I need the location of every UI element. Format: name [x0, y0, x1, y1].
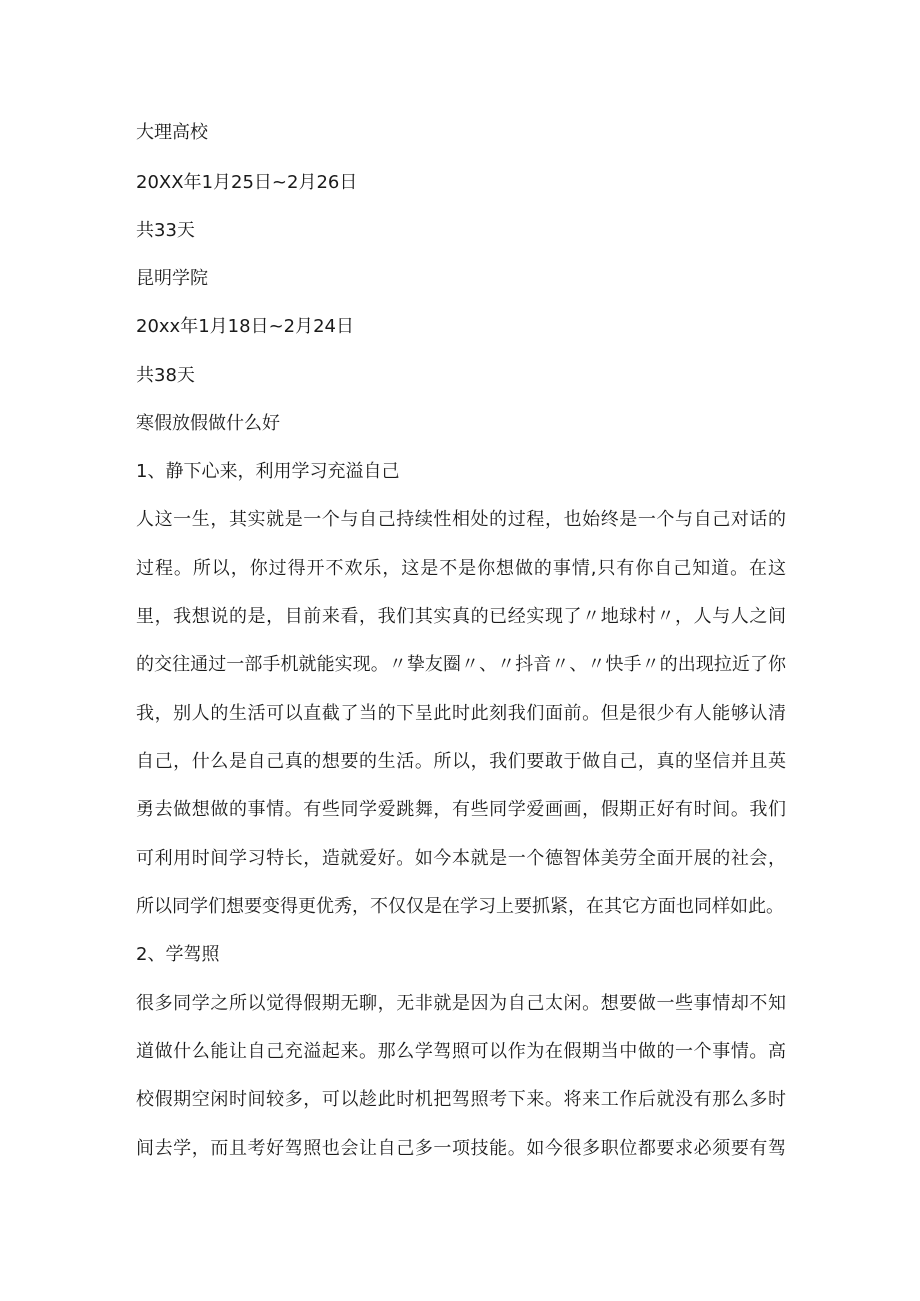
holiday-length-dali: 共33天 [136, 220, 195, 241]
paragraph-line: 的交往通过一部手机就能实现。〃挚友圈〃、〃抖音〃、〃快手〃的出现拉近了你 [136, 654, 786, 675]
holiday-dates-dali: 20XX年1月25日~2月26日 [136, 172, 358, 193]
paragraph-line: 道做什么能让自己充溢起来。那么学驾照可以作为在假期当中做的一个事情。高 [136, 1041, 786, 1062]
paragraph-line: 很多同学之所以觉得假期无聊，无非就是因为自己太闲。想要做一些事情却不知 [136, 993, 786, 1014]
paragraph-line: 我，别人的生活可以直截了当的下呈此时此刻我们面前。但是很少有人能够认清 [136, 703, 786, 724]
paragraph-line: 校假期空闲时间较多，可以趁此时机把驾照考下来。将来工作后就没有那么多时 [136, 1089, 786, 1110]
section-title: 寒假放假做什么好 [136, 413, 280, 434]
paragraph-line: 人这一生，其实就是一个与自己持续性相处的过程，也始终是一个与自己对话的 [136, 509, 786, 530]
paragraph-line: 所以同学们想要变得更优秀，不仅仅是在学习上要抓紧，在其它方面也同样如此。 [136, 896, 784, 917]
holiday-length-kunming: 共38天 [136, 365, 195, 386]
paragraph-line: 过程。所以，你过得开不欢乐，这是不是你想做的事情,只有你自己知道。在这 [136, 558, 786, 579]
holiday-dates-kunming: 20xx年1月18日~2月24日 [136, 316, 355, 337]
paragraph-line: 里，我想说的是，目前来看，我们其实真的已经实现了〃地球村〃，人与人之间 [136, 606, 786, 627]
university-name-dali: 大理高校 [136, 122, 208, 143]
section2-heading: 2、学驾照 [136, 944, 220, 965]
university-name-kunming: 昆明学院 [136, 268, 208, 289]
section1-heading: 1、静下心来，利用学习充溢自己 [136, 461, 400, 482]
paragraph-line: 间去学，而且考好驾照也会让自己多一项技能。如今很多职位都要求必须要有驾 [136, 1138, 786, 1159]
paragraph-line: 自己，什么是自己真的想要的生活。所以，我们要敢于做自己，真的坚信并且英 [136, 751, 786, 772]
paragraph-line: 勇去做想做的事情。有些同学爱跳舞，有些同学爱画画，假期正好有时间。我们 [136, 799, 786, 820]
paragraph-line: 可利用时间学习特长，造就爱好。如今本就是一个德智体美劳全面开展的社会， [136, 848, 786, 869]
